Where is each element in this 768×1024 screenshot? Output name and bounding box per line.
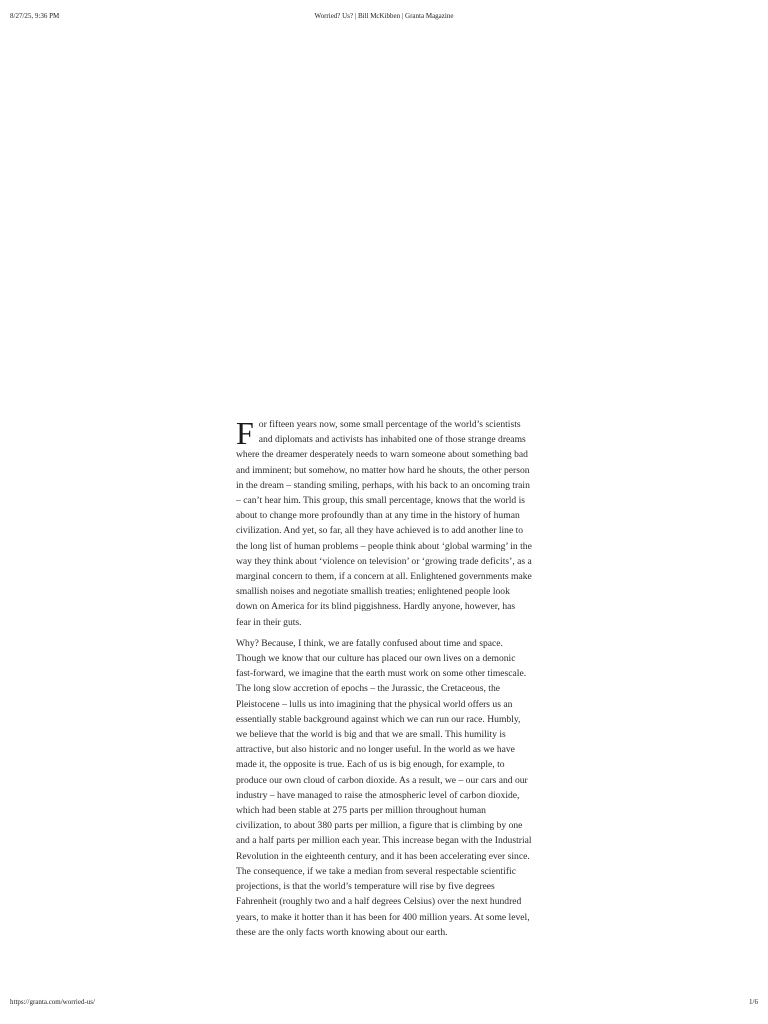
- print-footer: [10, 998, 758, 1010]
- page-number: 1/6: [749, 998, 758, 1006]
- article-paragraph-2: Why? Because, I think, we are fatally confused about time and space. Though we know that our culture has placed our own lives on a demonic fast-forward, we imagine that the earth must work on some other timescale. The long slow accretion of epochs – the Jurassic, the Cretaceous, the Pleistocene – lulls us into imagining that the physical world offers us an essentially stable background against which we can run our race. Humbly, we believe that the world is big and that we are small. This humility is attractive, but also historic and no longer useful. In the world as we have made it, the opposite is true. Each of us is big enough, for example, to produce our own cloud of carbon dioxide. As a result, we – our cars and our industry – have managed to raise the atmospheric level of carbon dioxide, which had been stable at 275 parts per million throughout human civilization, to about 380 parts per million, a figure that is climbing by one and a half parts per million each year. This increase began with the Industrial Revolution in the eighteenth century, and it has been accelerating ever since. The consequence, if we take a median from several respectable scientific projections, is that the world’s temperature will rise by five degrees Fahrenheit (roughly two and a half degrees Celsius) over the next hundred years, to make it hotter than it has been for 400 million years. At some level, these are the only facts worth knowing about our earth.: [236, 637, 532, 938]
- paragraph-1-text: or fifteen years now, some small percentage of the world’s scientists and diplomats and activists has inhabited one of those strange dreams where the dreamer desperately needs to warn someone about something bad and imminent; but somehow, no matter how hard he shouts, the other person in the dream – standing smiling, perhaps, with his back to an oncoming train – can’t hear him. This group, this small percentage, knows that the world is about to change more profoundly than at any time in the history of human civilization. And yet, so far, all they have achieved is to add another line to the long list of human problems – people think about ‘global warming’ in the way they think about ‘violence on television’ or ‘growing trade deficits’, as a marginal concern to them, if a concern at all. Enlightened governments make smallish noises and negotiate smallish treaties; enlightened people look down on America for its blind piggishness. Hardly anyone, however, has fear in their guts.: [236, 419, 532, 628]
- print-date: 8/27/25, 9:36 PM: [10, 12, 60, 20]
- article-body: [236, 417, 532, 946]
- article-paragraph-1: [236, 417, 532, 630]
- page-url: https://granta.com/worried-us/: [10, 998, 95, 1006]
- page-title: Worried? Us? | Bill McKibben | Granta Magazine: [314, 12, 454, 20]
- drop-cap: F: [236, 415, 254, 451]
- print-header: [10, 12, 758, 24]
